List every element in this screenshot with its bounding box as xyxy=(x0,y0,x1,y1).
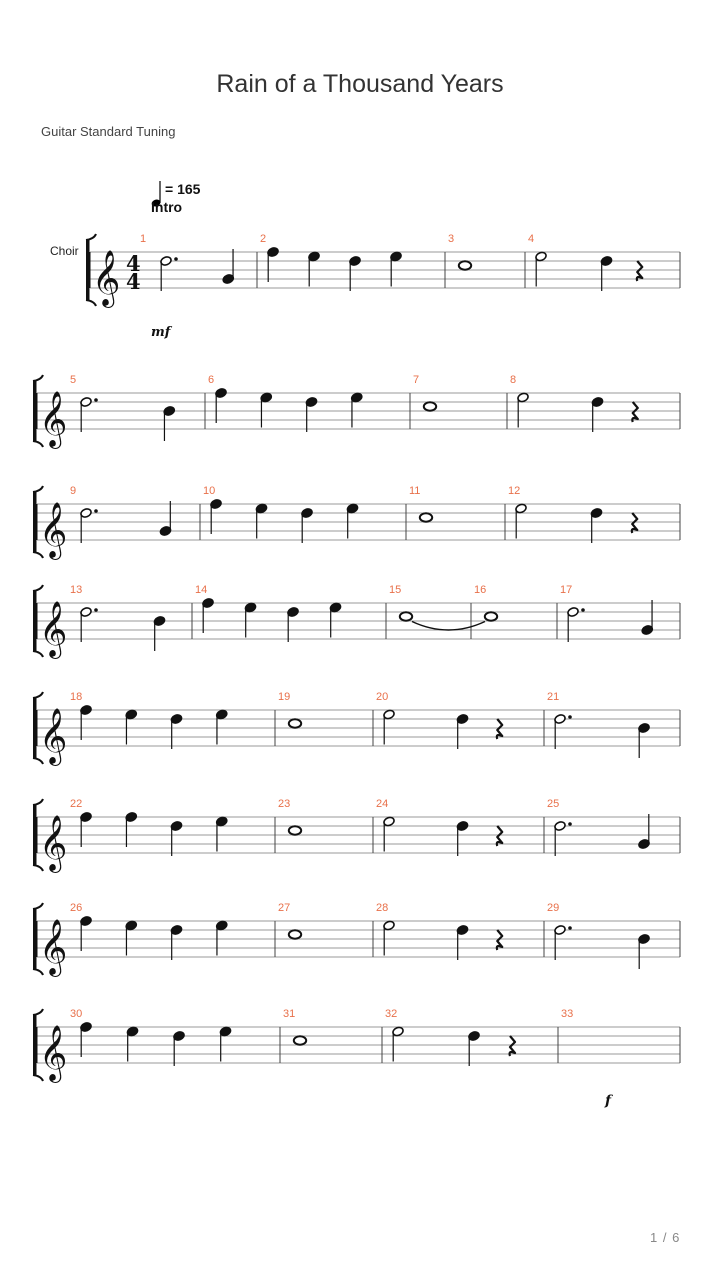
measure-number: 16 xyxy=(474,584,487,596)
note xyxy=(383,920,395,955)
note xyxy=(153,616,165,651)
note xyxy=(80,916,92,951)
treble-clef: 𝄞 xyxy=(39,391,68,447)
note xyxy=(535,251,547,286)
bracket-bar xyxy=(33,591,37,651)
whole-note-head xyxy=(289,930,301,938)
staff-system xyxy=(33,374,680,449)
measure-number: 18 xyxy=(70,691,83,703)
note xyxy=(170,925,182,960)
section-label: Intro xyxy=(151,199,183,215)
bracket-bar xyxy=(33,698,37,758)
staff-system xyxy=(33,584,680,659)
whole-note-head xyxy=(424,402,436,410)
measure-number: 22 xyxy=(70,798,83,810)
note xyxy=(80,1022,92,1057)
instrument-label: Choir xyxy=(50,244,79,258)
quarter-rest xyxy=(632,513,637,533)
bracket-top-hook xyxy=(33,375,43,381)
note xyxy=(216,920,228,955)
note xyxy=(260,392,272,427)
bracket-top-hook xyxy=(33,903,43,909)
bracket-top-hook xyxy=(33,486,43,492)
measure-number: 20 xyxy=(376,691,389,703)
treble-clef: 𝄞 xyxy=(39,601,68,657)
note xyxy=(80,705,92,740)
note xyxy=(255,503,267,538)
measure-number: 7 xyxy=(413,374,420,386)
note xyxy=(600,256,612,291)
augmentation-dot xyxy=(94,608,98,612)
staff-system xyxy=(33,798,680,873)
bracket-bar xyxy=(33,909,37,969)
whole-note-head xyxy=(400,612,412,620)
staff-system xyxy=(33,902,680,977)
bracket-top-hook xyxy=(33,1009,43,1015)
quarter-rest xyxy=(637,261,642,281)
augmentation-dot xyxy=(568,715,572,719)
quarter-rest xyxy=(497,719,502,739)
whole-note-head xyxy=(459,261,471,269)
note xyxy=(468,1031,480,1066)
augmentation-dot xyxy=(581,608,585,612)
note xyxy=(390,251,402,286)
tuning-subtitle: Guitar Standard Tuning xyxy=(41,124,176,139)
note xyxy=(244,602,256,637)
measure-number: 15 xyxy=(389,584,402,596)
measure-number: 17 xyxy=(560,584,573,596)
augmentation-dot xyxy=(568,926,572,930)
note xyxy=(420,513,432,521)
bracket-top-hook xyxy=(33,585,43,591)
note xyxy=(638,723,650,758)
note xyxy=(125,812,137,847)
note xyxy=(222,249,234,284)
note xyxy=(424,402,436,410)
whole-note-head xyxy=(420,513,432,521)
measure-number: 24 xyxy=(376,798,389,810)
measure-number: 5 xyxy=(70,374,77,386)
note xyxy=(456,821,468,856)
staff-system xyxy=(33,691,680,766)
treble-clef: 𝄞 xyxy=(39,708,68,764)
staff-system xyxy=(33,485,680,560)
note xyxy=(351,392,363,427)
measure-number: 25 xyxy=(547,798,560,810)
note xyxy=(125,709,137,744)
note xyxy=(392,1026,404,1061)
time-signature xyxy=(126,251,141,294)
note xyxy=(159,501,171,536)
staff-system xyxy=(33,1008,680,1083)
measure-number: 3 xyxy=(448,233,455,245)
time-sig-bottom: 4 xyxy=(126,269,141,294)
measure-number: 6 xyxy=(208,374,215,386)
note xyxy=(210,499,222,534)
tempo-value: = 165 xyxy=(165,181,201,197)
bracket-bar xyxy=(33,1015,37,1075)
note xyxy=(641,600,653,635)
measure-number: 21 xyxy=(547,691,560,703)
note xyxy=(308,251,320,286)
note xyxy=(329,602,341,637)
measure-number: 11 xyxy=(409,485,421,497)
note xyxy=(638,934,650,969)
note xyxy=(349,256,361,291)
whole-note-head xyxy=(289,826,301,834)
page-indicator: 1 / 6 xyxy=(650,1230,681,1245)
augmentation-dot xyxy=(174,257,178,261)
note xyxy=(170,714,182,749)
dynamic-f: f xyxy=(605,1093,612,1109)
note xyxy=(517,392,529,427)
note xyxy=(485,612,497,620)
note xyxy=(294,1036,306,1044)
bracket-top-hook xyxy=(86,234,96,240)
note xyxy=(267,247,279,282)
note xyxy=(219,1026,231,1061)
note xyxy=(216,709,228,744)
measure-number: 13 xyxy=(70,584,83,596)
measure-number: 14 xyxy=(195,584,208,596)
bracket-top-hook xyxy=(33,692,43,698)
time-sig-top: 4 xyxy=(126,251,141,276)
note xyxy=(456,925,468,960)
note xyxy=(301,508,313,543)
tie xyxy=(412,622,485,631)
measure-number: 10 xyxy=(203,485,216,497)
note xyxy=(383,816,395,851)
augmentation-dot xyxy=(94,398,98,402)
treble-clef: 𝄞 xyxy=(39,919,68,975)
bracket-bar xyxy=(86,240,90,300)
note xyxy=(459,261,471,269)
quarter-rest xyxy=(497,930,502,950)
note xyxy=(202,598,214,633)
bracket-bar xyxy=(33,492,37,552)
measure-number: 9 xyxy=(70,485,77,497)
note xyxy=(170,821,182,856)
measure-number: 19 xyxy=(278,691,291,703)
measure-number: 26 xyxy=(70,902,83,914)
note xyxy=(287,607,299,642)
quarter-rest xyxy=(510,1036,515,1056)
score-title: Rain of a Thousand Years xyxy=(216,70,504,98)
measure-number: 8 xyxy=(510,374,517,386)
treble-clef: 𝄞 xyxy=(92,250,121,306)
bracket-bar xyxy=(33,805,37,865)
treble-clef: 𝄞 xyxy=(39,1025,68,1081)
measure-number: 33 xyxy=(561,1008,574,1020)
note xyxy=(289,719,301,727)
bracket-bar xyxy=(33,381,37,441)
dynamic-mf: mf xyxy=(151,325,171,340)
augmentation-dot xyxy=(94,509,98,513)
staff-system xyxy=(86,233,680,308)
note xyxy=(456,714,468,749)
treble-clef: 𝄞 xyxy=(39,502,68,558)
note xyxy=(305,397,317,432)
measure-number: 12 xyxy=(508,485,521,497)
note xyxy=(163,406,175,441)
note xyxy=(515,503,527,538)
note xyxy=(80,812,92,847)
whole-note-head xyxy=(485,612,497,620)
measure-number: 2 xyxy=(260,233,267,245)
measure-number: 32 xyxy=(385,1008,398,1020)
measure-number: 28 xyxy=(376,902,389,914)
measure-number: 23 xyxy=(278,798,291,810)
measure-number: 1 xyxy=(140,233,147,245)
note xyxy=(126,1026,138,1061)
note xyxy=(215,388,227,423)
note xyxy=(173,1031,185,1066)
note xyxy=(383,709,395,744)
whole-note-head xyxy=(289,719,301,727)
quarter-rest xyxy=(632,402,637,422)
note xyxy=(216,816,228,851)
treble-clef: 𝄞 xyxy=(39,815,68,871)
note xyxy=(590,508,602,543)
measure-number: 31 xyxy=(283,1008,296,1020)
note xyxy=(125,920,137,955)
note xyxy=(591,397,603,432)
note xyxy=(289,930,301,938)
measure-number: 27 xyxy=(278,902,291,914)
bracket-top-hook xyxy=(33,799,43,805)
measure-number: 30 xyxy=(70,1008,83,1020)
quarter-rest xyxy=(497,826,502,846)
note xyxy=(638,814,650,849)
measure-number: 4 xyxy=(528,233,535,245)
note xyxy=(289,826,301,834)
augmentation-dot xyxy=(568,822,572,826)
whole-note-head xyxy=(294,1036,306,1044)
measure-number: 29 xyxy=(547,902,560,914)
note xyxy=(346,503,358,538)
